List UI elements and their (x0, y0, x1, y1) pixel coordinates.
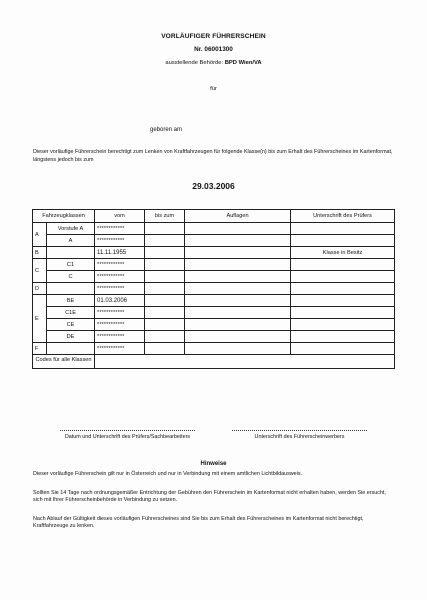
class-conditions (185, 247, 291, 259)
class-conditions (185, 343, 291, 355)
class-sub (47, 283, 95, 295)
class-sub: C1 (47, 259, 95, 271)
class-from: ************ (95, 343, 145, 355)
class-signature (291, 331, 395, 343)
table-row (33, 223, 395, 235)
class-until (145, 331, 185, 343)
class-conditions (185, 235, 291, 247)
class-from: ************ (95, 319, 145, 331)
class-signature (291, 259, 395, 271)
class-from: 01.03.2006 (95, 295, 145, 307)
class-from: ************ (95, 223, 145, 235)
class-from: ************ (95, 235, 145, 247)
class-group: E (33, 295, 47, 343)
class-signature (291, 271, 395, 283)
class-from: ************ (95, 271, 145, 283)
table-row (33, 259, 395, 271)
table-row (33, 343, 395, 355)
issuing-authority (0, 60, 427, 66)
header-from: vom (95, 210, 145, 223)
class-signature (291, 235, 395, 247)
class-conditions (185, 271, 291, 283)
class-conditions (185, 307, 291, 319)
class-until (145, 235, 185, 247)
class-signature: Klasse in Besitz (291, 247, 395, 259)
header-until: bis zum (145, 210, 185, 223)
note-paragraph-2: Sollten Sie 14 Tage nach ordnungsgemäßer Entrichtung der Gebühren den Führerschein im Kartenformat nicht erhalten haben, werden Sie ersucht, sich mit Ihrer Führerscheinbehörde in Verbindung zu setzen. (33, 490, 386, 504)
class-sub: C (47, 271, 95, 283)
applicant-signature-line (232, 430, 367, 431)
authority-name: BPD Wien/VA (224, 60, 262, 66)
class-until (145, 343, 185, 355)
class-signature (291, 307, 395, 319)
class-sub: Vorstufe A (47, 223, 95, 235)
header-conditions: Auflagen (185, 210, 291, 223)
class-until (145, 295, 185, 307)
class-group: B (33, 247, 47, 259)
codes-label: Codes für alle Klassen (33, 355, 95, 369)
class-group: C (33, 259, 47, 283)
table-row (33, 295, 395, 307)
valid-until-date: 29.03.2006 (192, 181, 235, 191)
intro-text: Dieser vorläufige Führerschein berechtigt zum Lenken von Kraftfahrzeugen für folgende Klasse(n) bis zum Erhalt des Führerscheines im Kartenformat, längstens jedoch bis zum (33, 149, 393, 163)
codes-row (33, 355, 395, 369)
class-from: 11.11.1955 (95, 247, 145, 259)
class-conditions (185, 295, 291, 307)
notes-heading: Hinweise (200, 461, 227, 467)
class-from: ************ (95, 331, 145, 343)
class-sub: CE (47, 319, 95, 331)
table-row (33, 283, 395, 295)
class-from: ************ (95, 307, 145, 319)
table-row (33, 271, 395, 283)
table-row (33, 247, 395, 259)
class-until (145, 283, 185, 295)
class-signature (291, 283, 395, 295)
table-row (33, 319, 395, 331)
examiner-signature-line (60, 430, 195, 431)
class-until (145, 247, 185, 259)
document-title: VORLÄUFIGER FÜHRERSCHEIN (161, 33, 266, 40)
class-group: A (33, 223, 47, 247)
class-group: D (33, 283, 47, 295)
class-conditions (185, 223, 291, 235)
authority-prefix: ausstellende Behörde: (165, 60, 224, 66)
class-signature (291, 319, 395, 331)
codes-value (95, 355, 395, 369)
class-sub: DE (47, 331, 95, 343)
class-conditions (185, 319, 291, 331)
born-label: geboren am (150, 127, 183, 133)
class-sub: A (47, 235, 95, 247)
class-sub: C1E (47, 307, 95, 319)
note-paragraph-3: Nach Ablauf der Gültigkeit dieses vorläufigen Führerscheines sind Sie bis zum Erhalt des Führerscheines im Kartenformat nicht berechtigt, Kraftfahrzeuge zu lenken. (33, 516, 364, 530)
class-from: ************ (95, 283, 145, 295)
class-conditions (185, 283, 291, 295)
class-until (145, 259, 185, 271)
class-conditions (185, 259, 291, 271)
class-signature (291, 223, 395, 235)
class-until (145, 319, 185, 331)
class-sub (47, 343, 95, 355)
class-until (145, 223, 185, 235)
class-until (145, 271, 185, 283)
document-number: Nr. 06001300 (194, 46, 233, 53)
examiner-signature-label: Datum und Unterschrift des Prüfers/Sachbearbeiters (64, 434, 191, 440)
class-sub (47, 247, 95, 259)
table-row (33, 331, 395, 343)
vehicle-class-table (32, 209, 395, 369)
class-group: F (33, 343, 47, 355)
note-paragraph-1: Dieser vorläufige Führerschein gilt nur in Österreich und nur in Verbindung mit einem amtlichen Lichtbildausweis. (33, 471, 303, 477)
class-sub: BE (47, 295, 95, 307)
class-signature (291, 295, 395, 307)
class-until (145, 307, 185, 319)
header-classes: Fahrzeugklassen (33, 210, 95, 223)
header-examiner-signature: Unterschrift des Prüfers (291, 210, 395, 223)
table-row (33, 235, 395, 247)
class-from: ************ (95, 259, 145, 271)
class-signature (291, 343, 395, 355)
table-row (33, 307, 395, 319)
applicant-signature-label: Unterschrift des Führerscheinwerbers (254, 434, 345, 440)
table-header-row (33, 210, 395, 223)
for-label: für (210, 86, 217, 92)
class-conditions (185, 331, 291, 343)
